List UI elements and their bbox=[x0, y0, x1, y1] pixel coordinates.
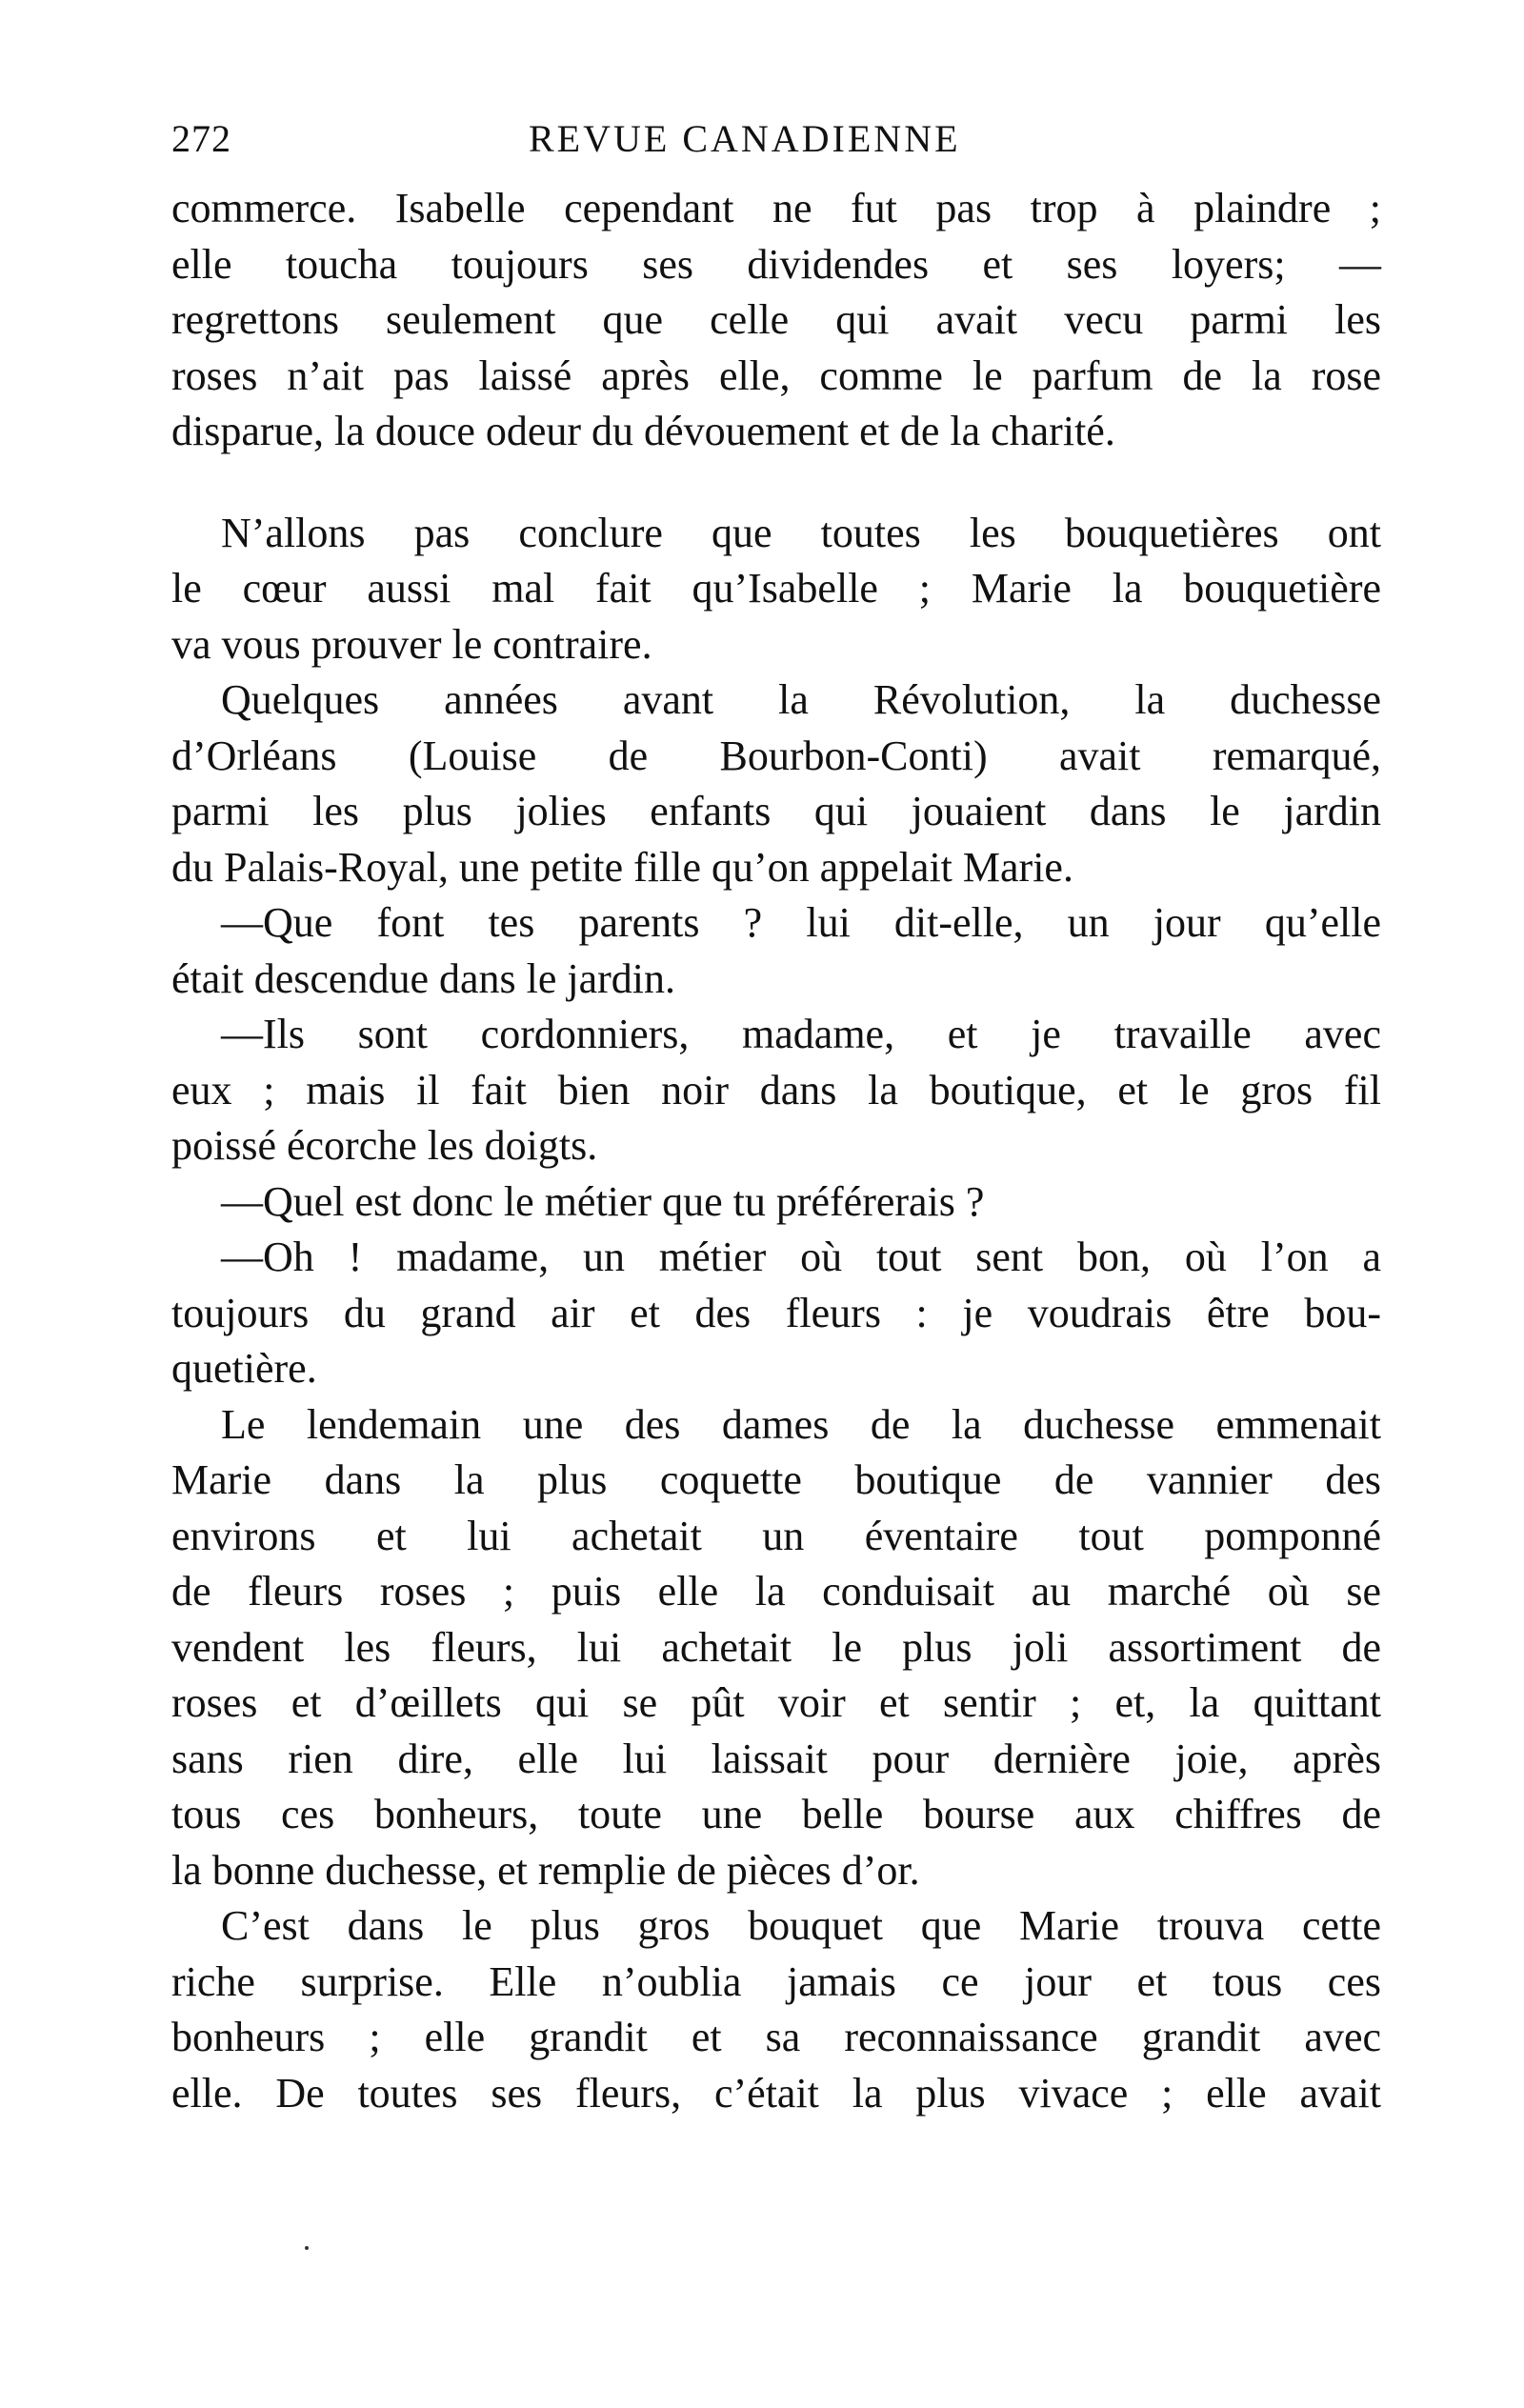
text-line: de fleurs roses ; puis elle la conduisait au marché où se bbox=[171, 1568, 1381, 1615]
text-line: Marie dans la plus coquette boutique de vannier des bbox=[171, 1456, 1381, 1503]
text-line: environs et lui achetait un éventaire tout pomponné bbox=[171, 1512, 1381, 1559]
text-line: le cœur aussi mal fait qu’Isabelle ; Marie la bouquetière bbox=[171, 565, 1381, 612]
text-line: quetière. bbox=[171, 1345, 317, 1392]
text-line: commerce. Isabelle cependant ne fut pas trop à plaindre ; bbox=[171, 185, 1381, 231]
text-line: eux ; mais il fait bien noir dans la boutique, et le gros fil bbox=[171, 1066, 1381, 1114]
text-line: était descendue dans le jardin. bbox=[171, 954, 676, 1002]
text-line: parmi les plus jolies enfants qui jouaient dans le jardin bbox=[171, 788, 1381, 834]
text-line: bonheurs ; elle grandit et sa reconnaissance grandit avec bbox=[171, 2014, 1381, 2060]
text-line: Le lendemain une des dames de la duchesse emmenait bbox=[221, 1400, 1381, 1448]
text-line: la bonne duchesse, et remplie de pièces d’or. bbox=[171, 1846, 920, 1894]
book-page bbox=[171, 105, 1381, 2121]
text-line: du Palais-Royal, une petite fille qu’on appelait Marie. bbox=[171, 843, 1073, 891]
text-line: —Que font tes parents ? lui dit-elle, un jour qu’elle bbox=[221, 899, 1381, 946]
text-line: toujours du grand air et des fleurs : je voudrais être bou- bbox=[171, 1289, 1381, 1336]
text-line: elle toucha toujours ses dividendes et ses loyers; — bbox=[171, 240, 1381, 288]
text-line: N’allons pas conclure que toutes les bouquetières ont bbox=[221, 509, 1381, 556]
text-line: riche surprise. Elle n’oublia jamais ce jour et tous ces bbox=[171, 1957, 1381, 2005]
text-line: —Quel est donc le métier que tu préférerais ? bbox=[221, 1177, 985, 1225]
scan-speck bbox=[305, 2246, 309, 2250]
running-title: REVUE CANADIENNE bbox=[529, 117, 961, 160]
text-line: disparue, la douce odeur du dévouement et de la charité. bbox=[171, 408, 1115, 454]
body-text bbox=[171, 181, 1381, 2121]
text-line: d’Orléans (Louise de Bourbon-Conti) avait remarqué, bbox=[171, 732, 1381, 779]
text-line: vendent les fleurs, lui achetait le plus joli assortiment de bbox=[171, 1623, 1381, 1671]
text-line: sans rien dire, elle lui laissait pour dernière joie, après bbox=[171, 1735, 1381, 1782]
text-line: Quelques années avant la Révolution, la duchesse bbox=[221, 676, 1381, 723]
text-line: —Oh ! madame, un métier où tout sent bon, où l’on a bbox=[221, 1234, 1381, 1280]
text-line: C’est dans le plus gros bouquet que Marie trouva cette bbox=[221, 1902, 1381, 1949]
section-break bbox=[171, 460, 1381, 506]
text-line: roses et d’œillets qui se pût voir et sentir ; et, la quittant bbox=[171, 1679, 1381, 1726]
page-number: 272 bbox=[171, 117, 231, 160]
text-line: va vous prouver le contraire. bbox=[171, 620, 652, 668]
text-line: elle. De toutes ses fleurs, c’était la plus vivace ; elle avait bbox=[171, 2069, 1381, 2117]
text-line: regrettons seulement que celle qui avait vecu parmi les bbox=[171, 296, 1381, 343]
text-line: roses n’ait pas laissé après elle, comme le parfum de la rose bbox=[171, 351, 1381, 399]
text-line: poissé écorche les doigts. bbox=[171, 1122, 598, 1169]
text-line: tous ces bonheurs, toute une belle bourse aux chiffres de bbox=[171, 1791, 1381, 1837]
text-line: —Ils sont cordonniers, madame, et je travaille avec bbox=[221, 1011, 1381, 1057]
page-header bbox=[171, 105, 1381, 181]
